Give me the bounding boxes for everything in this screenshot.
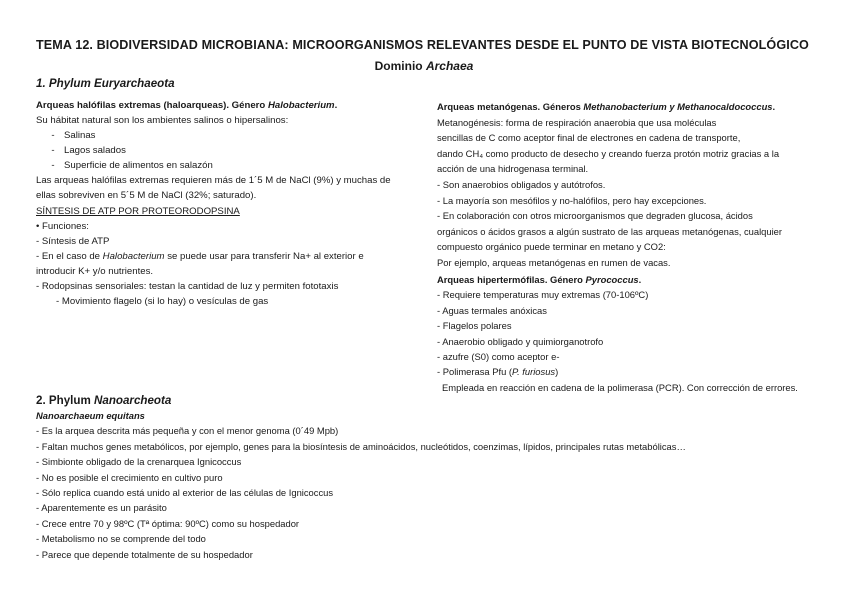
metanogenas-line: dando CH₄ como producto de desecho y creando fuerza protón motriz gracias a la bbox=[437, 147, 780, 159]
halofilas-heading-suffix: . bbox=[334, 100, 338, 111]
halofilas-heading-prefix: Arqueas halófilas extremas (haloarqueas). Género bbox=[36, 100, 268, 111]
pfu-prefix: - Polimerasa Pfu ( bbox=[437, 366, 513, 378]
metanogenas-heading bbox=[437, 99, 782, 115]
hipertermofilas-line: - Flagelos polares bbox=[437, 320, 512, 332]
hipertermofilas-line: - Anaerobio obligado y quimiorganotrofo bbox=[437, 335, 604, 347]
metanogenas-line: Por ejemplo, arqueas metanógenas en rumen de vacas. bbox=[437, 256, 671, 268]
sintesis-line bbox=[36, 249, 364, 264]
sintesis-line: - Síntesis de ATP bbox=[36, 236, 110, 247]
hipertermofilas-heading bbox=[437, 272, 798, 287]
pfu-italic: P. furiosus bbox=[512, 366, 556, 378]
metanogenas-line: orgánicos o ácidos grasos a algún sustrato de las arqueas metanógenas, cualquier bbox=[437, 225, 783, 237]
section2-line: - No es posible el crecimiento en cultivo puro bbox=[36, 471, 223, 483]
metanogenas-line: Metanogénesis: forma de respiración anaerobia que usa moléculas bbox=[437, 116, 717, 128]
habitat-list bbox=[36, 128, 391, 173]
subtitle-prefix: Dominio bbox=[374, 59, 426, 73]
metanogenas-line: - La mayoría son mesófilos y no-halófilos, pero hay excepciones. bbox=[437, 194, 707, 206]
halofilas-heading bbox=[36, 98, 391, 113]
section1-heading bbox=[36, 77, 175, 90]
sintesis-line3-italic: Halobacterium bbox=[102, 251, 165, 262]
domain-subtitle bbox=[0, 59, 848, 73]
habitat-item: - Salinas bbox=[36, 128, 391, 143]
halofilas-requirement-line: Las arqueas halófilas extremas requieren más de 1´5 M de NaCl (9%) y muchas de bbox=[36, 175, 391, 186]
hipertermofilas-line: - azufre (S0) como aceptor e- bbox=[437, 351, 560, 363]
halofilas-block bbox=[36, 98, 391, 203]
habitat-item: - Lagos salados bbox=[36, 143, 391, 158]
metanogenas-line: acción de una hidrogenasa terminal. bbox=[437, 163, 589, 175]
pfu-detail: Empleada en reacción en cadena de la polimerasa (PCR). Con corrección de errores. bbox=[442, 381, 798, 393]
sintesis-line: - Movimiento flagelo (si lo hay) o vesículas de gas bbox=[56, 296, 269, 307]
section2-heading bbox=[36, 394, 171, 407]
section2-line: - Simbionte obligado de la crenarquea Ignicoccus bbox=[36, 456, 242, 468]
section2-line: - Aparentemente es un parásito bbox=[36, 502, 167, 514]
halofilas-intro: Su hábitat natural son los ambientes salinos o hipersalinos: bbox=[36, 115, 289, 126]
sintesis-block bbox=[36, 204, 364, 309]
sintesis-line: • Funciones: bbox=[36, 221, 89, 232]
hipertermofilas-line: - Requiere temperaturas muy extremas (70-106ºC) bbox=[437, 289, 649, 301]
sintesis-line: introducir K+ y/o nutrientes. bbox=[36, 266, 154, 277]
section2-heading-italic: Nanoarcheota bbox=[94, 394, 172, 407]
hipertermofilas-heading-italic: Pyrococcus bbox=[585, 274, 639, 285]
section1-heading-prefix: 1. Phylum bbox=[36, 77, 94, 90]
hipertermofilas-line: - Aguas termales anóxicas bbox=[437, 304, 547, 316]
section2-line: - Crece entre 70 y 98ºC (Tª óptima: 90ºC) como su hospedador bbox=[36, 517, 300, 529]
metanogenas-heading-prefix: Arqueas metanógenas. Géneros bbox=[437, 101, 584, 112]
sintesis-heading: SÍNTESIS DE ATP POR PROTEORODOPSINA bbox=[36, 206, 240, 217]
section2-line: - Parece que depende totalmente de su hospedador bbox=[36, 548, 253, 560]
halofilas-heading-italic: Halobacterium bbox=[267, 100, 335, 111]
document-title: TEMA 12. BIODIVERSIDAD MICROBIANA: MICROORGANISMOS RELEVANTES DESDE EL PUNTO DE VISTA BIOTECNOLÓGICO bbox=[36, 38, 809, 52]
metanogenas-line: compuesto orgánico puede terminar en metano y CO2: bbox=[437, 241, 666, 253]
section1-heading-italic: Euryarchaeota bbox=[94, 77, 175, 90]
metanogenas-line: - Son anaerobios obligados y autótrofos. bbox=[437, 178, 606, 190]
section2-line: - Metabolismo no se comprende del todo bbox=[36, 533, 206, 545]
section2-block bbox=[36, 408, 686, 562]
pfu-suffix: ) bbox=[555, 366, 559, 378]
metanogenas-block bbox=[437, 99, 782, 271]
habitat-item: - Superficie de alimentos en salazón bbox=[36, 158, 391, 173]
hipertermofilas-heading-prefix: Arqueas hipertermófilas. Género bbox=[437, 274, 586, 285]
metanogenas-line: - En colaboración con otros microorganismos que degraden glucosa, ácidos bbox=[437, 210, 753, 222]
section2-line: - Faltan muchos genes metabólicos, por ejemplo, genes para la biosíntesis de aminoácidos, nucleótidos, coenzimas, lípidos, principales rutas metabólicas… bbox=[36, 440, 686, 452]
metanogenas-heading-italic: Methanobacterium y Methanocaldococcus bbox=[583, 101, 773, 112]
sintesis-line: - Rodopsinas sensoriales: testan la cantidad de luz y permiten fototaxis bbox=[36, 281, 339, 292]
hipertermofilas-block bbox=[437, 272, 798, 395]
section2-line: - Sólo replica cuando está unido al exterior de las células de Ignicoccus bbox=[36, 487, 334, 499]
halofilas-requirement-line: ellas sobreviven en 5´5 M de NaCl (32%; saturado). bbox=[36, 190, 257, 201]
species-name: Nanoarchaeum equitans bbox=[36, 410, 145, 421]
hipertermofilas-heading-suffix: . bbox=[638, 274, 642, 285]
subtitle-italic: Archaea bbox=[425, 59, 474, 73]
section2-heading-prefix: 2. Phylum bbox=[36, 394, 94, 407]
metanogenas-heading-suffix: . bbox=[772, 101, 776, 112]
sintesis-line3-suffix: se puede usar para transferir Na+ al exterior e bbox=[164, 251, 364, 262]
metanogenas-line: sencillas de C como aceptor final de electrones en cadena de transporte, bbox=[437, 132, 741, 144]
section2-line: - Es la arquea descrita más pequeña y con el menor genoma (0´49 Mpb) bbox=[36, 425, 339, 437]
sintesis-line3-prefix: - En el caso de bbox=[36, 251, 103, 262]
pfu-line bbox=[437, 364, 798, 379]
